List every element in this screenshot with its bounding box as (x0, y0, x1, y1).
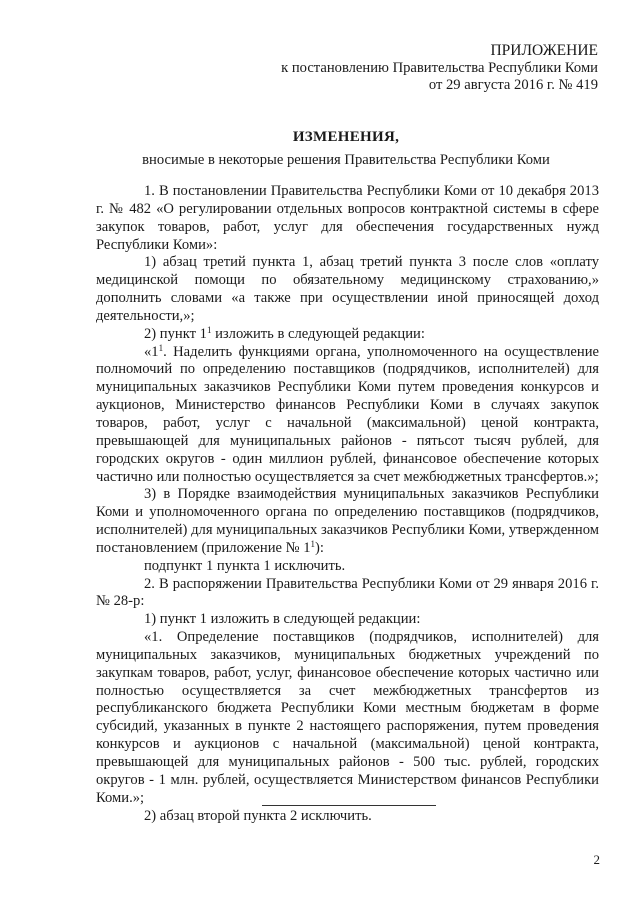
paragraph-5-superscript: 1 (310, 538, 316, 549)
paragraph-9: «1. Определение поставщиков (подрядчиков, исполнителей) для муниципальных заказчиков, муниципальных бюджетных учреждений по закупкам товаров, работ, услуг, финансовое обеспечение которых частично или полностью осуществляется за счет межбюджетных трансфертов из республиканского бюджета Республики Коми местным бюджетам в форме субсидий, указанных в пункте 2 настоящего распоряжения, путем проведения конкурсов и аукционов с начальной (максимальной) ценой контракта, превышающей для муниципальных районов - 500 тыс. рублей, городских округов - 1 млн. рублей, осуществляется Министерством финансов Республики Коми.»; (96, 629, 599, 806)
paragraph-4-text-b: . Наделить функциями органа, уполномоченного на осуществление полномочий по определению поставщиков (подрядчиков, исполнителей) для муниципальных заказчиков Республики Коми путем проведения конкурсов и аукционов, Министерство финансов Республики Коми в случаях закупок товаров, работ, услуг с начальной (максимальной) ценой контракта, превышающей для муниципальных районов - пятьсот тысяч рублей, для городских округов - один миллион рублей, финансовое обеспечение которых частично или полностью осуществляется за счет межбюджетных трансфертов.»; (96, 343, 599, 485)
attachment-resolution-line: к постановлению Правительства Республики Коми (281, 60, 598, 76)
paragraph-10: 2) абзац второй пункта 2 исключить. (144, 807, 372, 824)
paragraph-3-text-b: изложить в следующей редакции: (211, 325, 425, 342)
paragraph-4-superscript: 1 (158, 342, 164, 353)
document-body (96, 183, 599, 825)
paragraph-4-text-a: «1 (144, 343, 159, 360)
paragraph-3-text-a: 2) пункт 1 (144, 325, 207, 342)
paragraph-5-text-a: 3) в Порядке взаимодействия муниципальных заказчиков Республики Коми и уполномоченного органа по определению поставщиков (подрядчиков, исполнителей) для муниципальных заказчиков Республики Коми, утвержденном постановлением (приложение № 1 (96, 486, 599, 556)
document-title: ИЗМЕНЕНИЯ, (292, 129, 400, 145)
paragraph-5 (96, 486, 599, 557)
attachment-header (281, 42, 598, 94)
paragraph-8: 1) пункт 1 изложить в следующей редакции: (144, 611, 421, 628)
paragraph-3 (96, 326, 599, 344)
attachment-date-line: от 29 августа 2016 г. № 419 (428, 77, 598, 93)
paragraph-6: подпункт 1 пункта 1 исключить. (144, 557, 346, 574)
paragraph-2: 1) абзац третий пункта 1, абзац третий пункта 3 после слов «оплату медицинской помощи по обязательному медицинскому страхованию,» дополнить словами «а также при осуществлении иной приносящей доход деятельности,»; (96, 254, 599, 324)
end-divider (262, 805, 436, 806)
page-number: 2 (593, 852, 600, 867)
paragraph-4 (96, 344, 599, 487)
paragraph-5-text-b: ): (315, 539, 324, 556)
document-subtitle: вносимые в некоторые решения Правительства Республики Коми (142, 152, 550, 168)
paragraph-1: 1. В постановлении Правительства Республики Коми от 10 декабря 2013 г. № 482 «О регулировании отдельных вопросов контрактной системы в сфере закупок товаров, работ, услуг для обеспечения государственных нужд Республики Коми»: (96, 183, 599, 253)
paragraph-3-superscript: 1 (206, 324, 212, 335)
attachment-title: ПРИЛОЖЕНИЕ (490, 42, 598, 59)
paragraph-7: 2. В распоряжении Правительства Республики Коми от 29 января 2016 г. № 28-р: (96, 575, 599, 610)
document-title-block (96, 128, 596, 169)
